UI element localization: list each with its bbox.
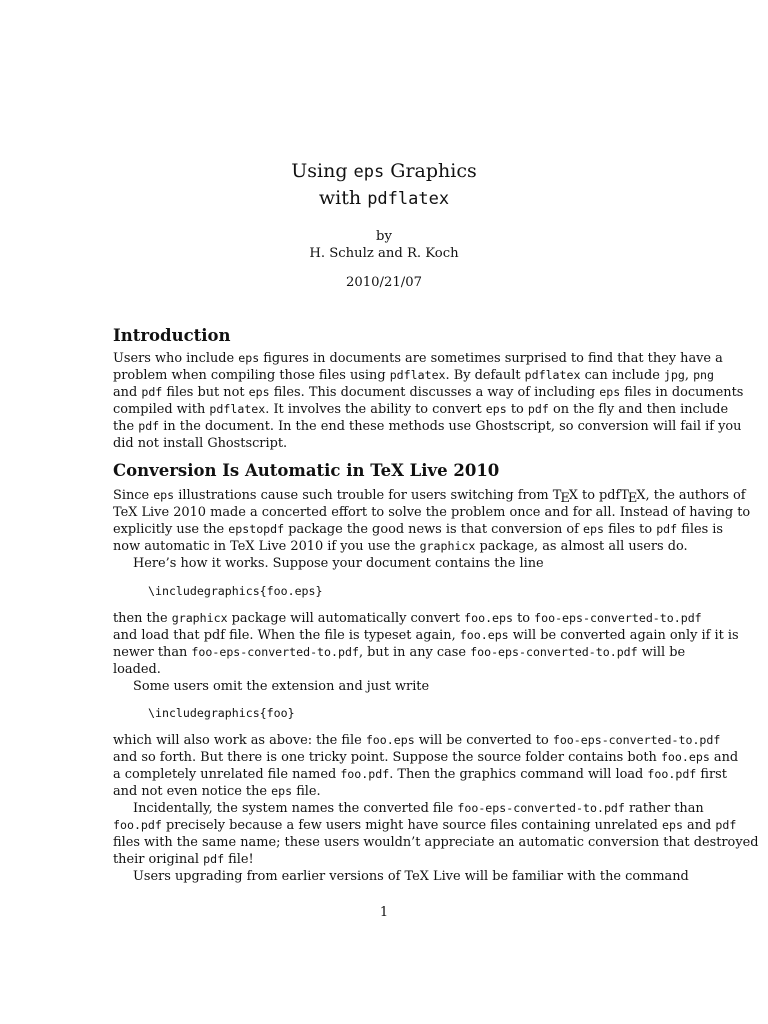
section-heading-introduction: Introduction xyxy=(113,326,231,345)
authors: H. Schulz and R. Koch xyxy=(309,246,459,261)
text-run: Users who include xyxy=(113,351,239,366)
text-run: X to pdfT xyxy=(568,488,629,503)
text-run: in the document. In the end these methods use Ghostscript, so conversion will fail if you xyxy=(159,419,742,434)
inline-code: graphicx xyxy=(171,611,228,625)
text-run: will be converted to xyxy=(414,733,553,748)
text-line xyxy=(113,644,686,661)
text-run: explicitly use the xyxy=(113,522,229,537)
inline-code: foo.eps xyxy=(459,628,509,642)
text-run: and xyxy=(682,818,716,833)
title-text: with xyxy=(318,187,368,209)
text-run: can include xyxy=(580,368,664,383)
inline-code: foo-eps-converted-to.pdf xyxy=(552,733,721,747)
text-run: and so forth. But there is one tricky point. Suppose the source folder contains both xyxy=(113,750,661,765)
text-run: , but in any case xyxy=(358,645,471,660)
inline-code: eps xyxy=(599,385,621,399)
text-run: compiled with xyxy=(113,402,210,417)
inline-code: foo-eps-converted-to.pdf xyxy=(534,611,702,625)
text-run: . By default xyxy=(445,368,525,383)
text-run: files is xyxy=(677,522,724,537)
text-line xyxy=(113,783,658,800)
inline-code: foo.pdf xyxy=(340,767,390,781)
text-run: first xyxy=(696,767,727,782)
document-title-line-1 xyxy=(0,158,768,186)
byline: by xyxy=(376,229,392,244)
text-run: package will automatically convert xyxy=(227,611,465,626)
text-run: on the fly and then include xyxy=(548,402,729,417)
inline-code: foo.eps xyxy=(365,733,415,747)
inline-code: foo-eps-converted-to.pdf xyxy=(457,801,625,815)
inline-code: pdflatex xyxy=(209,402,266,416)
text-line xyxy=(113,834,759,851)
text-run: the xyxy=(113,419,139,434)
text-run: Incidentally, the system names the converted file xyxy=(133,801,458,816)
inline-code: pdf xyxy=(203,852,225,866)
inline-code: jpg xyxy=(663,368,685,382)
text-line xyxy=(113,401,729,418)
text-run: a completely unrelated file named xyxy=(113,767,341,782)
title-text: Graphics xyxy=(384,160,477,182)
code-line: \includegraphics{foo} xyxy=(148,706,295,720)
text-line xyxy=(113,749,739,766)
text-line xyxy=(113,800,704,817)
text-run: to xyxy=(506,402,528,417)
text-run: package the good news is that conversion of xyxy=(284,522,584,537)
text-run: to xyxy=(513,611,535,626)
inline-code: foo.pdf xyxy=(647,767,697,781)
text-line xyxy=(113,504,751,521)
text-run: . Then the graphics command will load xyxy=(389,767,648,782)
inline-code: foo.eps xyxy=(464,611,513,625)
conversion-explanation-paragraph xyxy=(113,610,739,695)
conversion-paragraph xyxy=(113,487,751,572)
inline-code: pdflatex xyxy=(389,368,446,382)
text-run: . It involves the ability to convert xyxy=(265,402,486,417)
text-line xyxy=(113,350,723,367)
text-line xyxy=(113,732,721,749)
title-text: Using xyxy=(291,160,354,182)
inline-code: foo.eps xyxy=(660,750,710,764)
tex-logo-e: E xyxy=(627,491,638,506)
text-line xyxy=(113,851,658,868)
text-line xyxy=(113,661,658,678)
inline-code: eps xyxy=(248,385,270,399)
inline-code: pdflatex xyxy=(524,368,581,382)
inline-code: epstopdf xyxy=(228,522,285,536)
text-line xyxy=(113,868,689,885)
text-run: loaded. xyxy=(113,662,161,677)
text-run: , xyxy=(684,368,694,383)
text-run: Here’s how it works. Suppose your document contains the line xyxy=(133,556,544,571)
text-run: their original xyxy=(113,852,204,867)
inline-code: eps xyxy=(662,818,683,832)
text-line xyxy=(113,817,737,834)
inline-code: png xyxy=(693,368,715,382)
text-run: illustrations cause such trouble for users switching from T xyxy=(174,488,562,503)
text-run: now automatic in TeX Live 2010 if you use the xyxy=(113,539,420,554)
section-heading-conversion: Conversion Is Automatic in TeX Live 2010 xyxy=(113,461,500,480)
title-code: pdflatex xyxy=(367,189,450,209)
text-run: and load that pdf file. When the file is typeset again, xyxy=(113,628,460,643)
text-line xyxy=(113,487,746,506)
text-run: precisely because a few users might have source files containing unrelated xyxy=(161,818,662,833)
inline-code: pdf xyxy=(715,818,737,832)
document-date: 2010/21/07 xyxy=(345,275,422,290)
inline-code: eps xyxy=(238,351,260,365)
text-run: files with the same name; these users wouldn’t appreciate an automatic conversion that destroyed xyxy=(113,835,759,850)
text-run: and xyxy=(113,385,142,400)
text-line xyxy=(113,367,715,384)
text-run: and not even notice the xyxy=(113,784,272,799)
text-run: rather than xyxy=(624,801,704,816)
text-run: files but not xyxy=(162,385,249,400)
inline-code: pdf xyxy=(138,419,160,433)
introduction-paragraph xyxy=(113,350,744,452)
text-line xyxy=(113,610,702,627)
inline-code: foo-eps-converted-to.pdf xyxy=(191,645,359,659)
text-run: did not install Ghostscript. xyxy=(113,436,288,451)
inline-code: foo.pdf xyxy=(113,818,162,832)
inline-code: foo-eps-converted-to.pdf xyxy=(470,645,638,659)
inline-code: eps xyxy=(153,488,175,502)
inline-code: pdf xyxy=(527,402,549,416)
text-run: then the xyxy=(113,611,172,626)
tex-logo-e: E xyxy=(560,491,570,506)
text-run: files. This document discusses a way of including xyxy=(269,385,600,400)
text-run: figures in documents are sometimes surprised to find that they have a xyxy=(259,351,723,366)
code-line: \includegraphics{foo.eps} xyxy=(148,584,323,598)
text-run: files in documents xyxy=(620,385,744,400)
inline-code: eps xyxy=(271,784,293,798)
text-line xyxy=(113,384,744,401)
page-number: 1 xyxy=(379,905,389,920)
text-line xyxy=(113,678,658,695)
inline-code: pdf xyxy=(141,385,163,399)
tricky-point-paragraph xyxy=(113,732,759,885)
text-run: and xyxy=(709,750,739,765)
text-run: X, the authors of xyxy=(636,488,746,503)
text-line xyxy=(113,555,658,572)
text-line xyxy=(113,627,739,644)
text-run: newer than xyxy=(113,645,192,660)
text-line xyxy=(113,418,742,435)
text-run: file! xyxy=(224,852,254,867)
text-run: file. xyxy=(292,784,321,799)
text-run: TeX Live 2010 made a concerted effort to solve the problem once and for all. Instead of having to xyxy=(113,505,751,520)
text-line xyxy=(113,538,688,555)
text-run: will be xyxy=(637,645,686,660)
text-run: which will also work as above: the file xyxy=(113,733,366,748)
title-code: eps xyxy=(353,162,385,182)
inline-code: graphicx xyxy=(419,539,476,553)
text-run: Some users omit the extension and just write xyxy=(133,679,430,694)
text-line xyxy=(113,766,727,783)
text-line xyxy=(113,521,724,538)
text-line xyxy=(113,435,658,452)
text-run: package, as almost all users do. xyxy=(475,539,688,554)
document-title-line-2 xyxy=(0,185,768,213)
text-run: Since xyxy=(113,488,154,503)
inline-code: pdf xyxy=(656,522,678,536)
inline-code: eps xyxy=(485,402,507,416)
text-run: problem when compiling those files using xyxy=(113,368,390,383)
inline-code: eps xyxy=(583,522,604,536)
text-run: Users upgrading from earlier versions of TeX Live will be familiar with the command xyxy=(133,869,689,884)
text-run: will be converted again only if it is xyxy=(508,628,739,643)
text-run: files to xyxy=(603,522,657,537)
